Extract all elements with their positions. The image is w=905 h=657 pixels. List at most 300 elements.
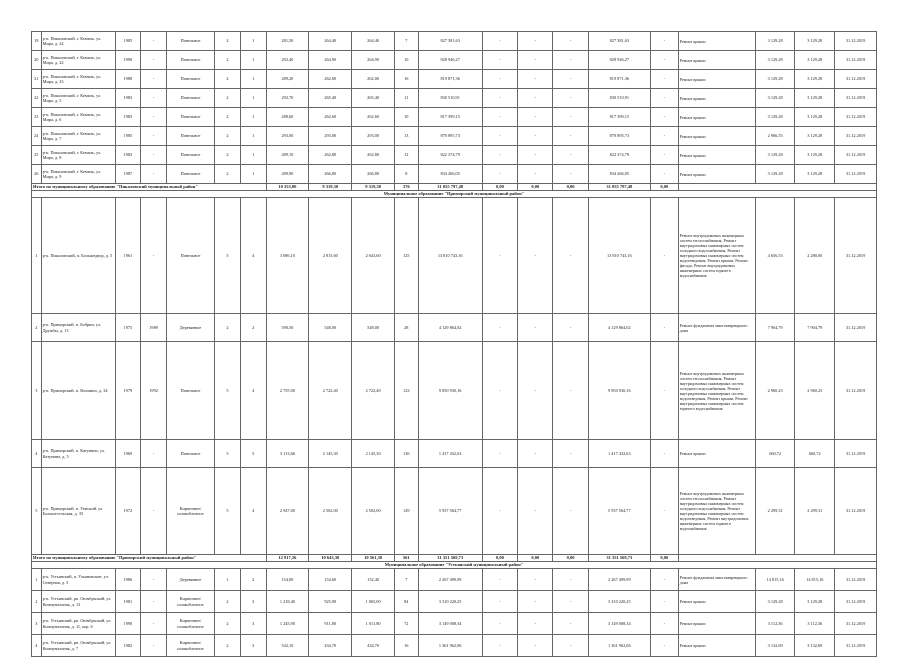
table-cell: 542,10 (266, 635, 309, 657)
table-cell: 3 129,28 (755, 51, 795, 70)
table-cell: - (650, 569, 678, 591)
table-cell: 5 (240, 440, 266, 468)
table-cell: 16 (395, 70, 419, 89)
table-cell: 3 129,28 (795, 127, 835, 146)
table-cell: Панельное (166, 89, 214, 108)
table-cell: 2 966,55 (755, 127, 795, 146)
table-cell: - (141, 198, 167, 314)
table-cell: 2 722,40 (309, 342, 352, 440)
table-cell: Панельное (166, 127, 214, 146)
table-cell: 293,00 (309, 127, 352, 146)
table-cell: - (650, 613, 678, 635)
table-cell: 2 960,23 (755, 342, 795, 440)
table-cell: 7 904,79 (755, 314, 795, 342)
table-cell: - (553, 165, 588, 184)
table-row (32, 32, 877, 51)
table-cell: 925,90 (309, 591, 352, 613)
table-cell: - (482, 127, 517, 146)
table-cell: 1990 (115, 51, 141, 70)
municipality-title: Муниципальное образование "Приморский муниципальный район" (32, 191, 877, 198)
table-cell: Ремонт крыши (678, 146, 755, 165)
table-cell: 2 502,00 (309, 468, 352, 555)
table-cell: 24 (32, 127, 42, 146)
table-cell: 1986 (115, 569, 141, 591)
table-cell: 26 (32, 165, 42, 184)
table-cell: 3 149 008,34 (418, 613, 482, 635)
subtotal-cell: 31 055 797,48 (588, 184, 650, 191)
table-cell: 31.12.2019 (835, 314, 877, 342)
table-cell: Панельное (166, 70, 214, 89)
table-cell: Ремонт крыши (678, 89, 755, 108)
table-cell: 834 266,05 (588, 165, 650, 184)
table-cell: 434,70 (309, 635, 352, 657)
table-cell: 264,90 (309, 51, 352, 70)
table-cell: Ремонт крыши (678, 165, 755, 184)
table-cell: 3 (32, 613, 42, 635)
table-cell: - (141, 569, 167, 591)
table-cell: 264,40 (352, 32, 395, 51)
subtotal-cell: 0,00 (518, 555, 553, 562)
table-row (32, 613, 877, 635)
table-cell: - (650, 591, 678, 613)
subtotal-empty (678, 555, 876, 562)
table-cell: 2 (215, 591, 241, 613)
table-cell: - (482, 89, 517, 108)
table-cell: 3 129,28 (755, 108, 795, 127)
table-cell: 5 (215, 468, 241, 555)
table-cell: 1987 (115, 165, 141, 184)
table-cell: 1 011,80 (352, 613, 395, 635)
table-cell: - (141, 635, 167, 657)
table-cell: 31.12.2019 (835, 165, 877, 184)
table-cell: 5 (32, 468, 42, 555)
table-cell: - (482, 613, 517, 635)
table-cell: - (553, 468, 588, 555)
table-cell: 293,00 (352, 127, 395, 146)
table-cell: 4 (240, 342, 266, 440)
table-cell: Ремонт фундамента многоквартирного дома (678, 569, 755, 591)
table-cell: Панельное (166, 32, 214, 51)
table-cell: 8 (395, 165, 419, 184)
table-cell: - (650, 32, 678, 51)
table-cell: 3 129,28 (795, 70, 835, 89)
table-cell: 660,72 (795, 440, 835, 468)
table-cell: Ремонт крыши (678, 635, 755, 657)
municipality-header (32, 562, 877, 569)
table-cell: - (553, 127, 588, 146)
table-cell: - (553, 591, 588, 613)
table-cell: - (482, 146, 517, 165)
table-cell: - (482, 314, 517, 342)
table-cell: 266,80 (309, 165, 352, 184)
table-cell: 262,60 (352, 108, 395, 127)
table-cell: Ремонт крыши (678, 32, 755, 51)
table-cell: 10 (395, 108, 419, 127)
table-cell: - (518, 127, 553, 146)
table-cell: 3 112,36 (795, 613, 835, 635)
table-cell: - (482, 591, 517, 613)
table-cell: 2 (215, 70, 241, 89)
table-cell: - (553, 89, 588, 108)
table-cell: 1979 (115, 342, 141, 440)
table-cell: р-к. Пикаловский, г. Кемиль, ул. Мира, д. 9 (41, 165, 115, 184)
table-cell: 125 (395, 198, 419, 314)
table-cell: - (553, 314, 588, 342)
table-cell: 830 510,91 (588, 89, 650, 108)
table-cell: 828 946,27 (588, 51, 650, 70)
table-cell: 2 (215, 127, 241, 146)
table-cell: 2 643,60 (352, 198, 395, 314)
table-cell: 2 299,31 (755, 468, 795, 555)
table-row (32, 127, 877, 146)
table-cell: 3 112,36 (755, 613, 795, 635)
table-cell: 23 (32, 108, 42, 127)
table-cell: 1 417 432,63 (588, 440, 650, 468)
table-cell: р-к. Устьянский, рп. Октябрьский, ул. Коммунальная, д. 11, кор. 6 (41, 613, 115, 635)
table-cell: - (650, 468, 678, 555)
table-cell: - (518, 613, 553, 635)
table-cell: - (518, 342, 553, 440)
table-cell: 1988 (115, 70, 141, 89)
table-cell: 288,60 (266, 108, 309, 127)
table-cell: 1 (215, 569, 241, 591)
table-cell: 31.12.2019 (835, 127, 877, 146)
table-cell: 31.12.2019 (835, 198, 877, 314)
table-cell: 14 815,16 (755, 569, 795, 591)
table-cell: р-к. Устьянский, рп. Октябрьский, ул. Коммунальная, д. 7 (41, 635, 115, 657)
table-cell: 1969 (115, 440, 141, 468)
table-cell: - (141, 165, 167, 184)
register-sheet (31, 31, 877, 657)
table-cell: 822 374,79 (418, 146, 482, 165)
table-cell: - (482, 569, 517, 591)
table-cell: 3 (240, 591, 266, 613)
table-cell: 5 (215, 342, 241, 440)
table-cell: 5 937 564,77 (588, 468, 650, 555)
table-cell: 870 895,73 (418, 127, 482, 146)
subtotal-cell: 10 561,30 (352, 555, 395, 562)
table-cell: - (518, 591, 553, 613)
table-cell: - (553, 51, 588, 70)
table-cell: Панельное (166, 51, 214, 70)
table-cell: 1961 (115, 198, 141, 314)
subtotal-cell: 0,00 (553, 184, 588, 191)
table-cell: 2 (215, 613, 241, 635)
table-cell: - (518, 165, 553, 184)
table-cell: 13 810 743,16 (418, 198, 482, 314)
table-cell: 149 (395, 468, 419, 555)
table-cell: 31.12.2019 (835, 468, 877, 555)
table-cell: 819 871,36 (588, 70, 650, 89)
table-cell: 870 895,73 (588, 127, 650, 146)
table-row (32, 51, 877, 70)
table-cell: - (518, 468, 553, 555)
table-cell: 2 (215, 146, 241, 165)
table-cell: 3 086,10 (266, 198, 309, 314)
table-cell: 2 722,40 (352, 342, 395, 440)
table-cell: - (650, 440, 678, 468)
table-cell: 2 960,23 (795, 342, 835, 440)
table-cell: 1983 (115, 89, 141, 108)
table-cell: р-к. Пикаловский, г. Кемиль, ул. Мира, д. 6 (41, 108, 115, 127)
table-cell: 1 218,40 (266, 591, 309, 613)
table-cell: Ремонт крыши (678, 51, 755, 70)
table-cell: 289,90 (266, 165, 309, 184)
table-cell: р-к. Пикаловский, г. Кемиль, ул. Мира, д. 5 (41, 89, 115, 108)
table-cell: 1 (32, 569, 42, 591)
table-cell: 2 299,31 (795, 468, 835, 555)
table-cell: - (141, 127, 167, 146)
table-cell: 154,60 (309, 569, 352, 591)
table-row (32, 89, 877, 108)
table-cell: 828 946,27 (418, 51, 482, 70)
table-row (32, 108, 877, 127)
table-cell: 434,70 (352, 635, 395, 657)
table-cell: р-к. Приморский, п. Вохмино, д. 34 (41, 342, 115, 440)
table-cell: - (650, 165, 678, 184)
table-cell: 1989 (141, 314, 167, 342)
subtotal-cell: 31 351 569,73 (418, 555, 482, 562)
table-cell: 1 (240, 89, 266, 108)
municipality-header (32, 191, 877, 198)
table-cell: - (650, 635, 678, 657)
table-row (32, 146, 877, 165)
subtotal-cell: 0,00 (482, 184, 517, 191)
table-row (32, 468, 877, 555)
subtotal-cell: 0,00 (553, 555, 588, 562)
table-cell: - (553, 198, 588, 314)
table-cell: 2 815,60 (309, 198, 352, 314)
table-cell: - (650, 89, 678, 108)
table-cell: 3 (240, 613, 266, 635)
table-cell: - (553, 440, 588, 468)
table-cell: - (482, 440, 517, 468)
table-cell: 3 113,66 (266, 440, 309, 468)
table-cell: 31.12.2019 (835, 613, 877, 635)
table-cell: 4 656,53 (755, 198, 795, 314)
table-cell: 2 755,00 (266, 342, 309, 440)
table-cell: 2 (240, 569, 266, 591)
table-row (32, 165, 877, 184)
table-cell: Ремонт крыши (678, 440, 755, 468)
table-cell: 21 (32, 70, 42, 89)
table-cell: 2 267 499,99 (588, 569, 650, 591)
table-cell: - (518, 32, 553, 51)
table-cell: 9 850 930,16 (588, 342, 650, 440)
table-cell: Ремонт крыши (678, 108, 755, 127)
table-cell: Панельное (166, 165, 214, 184)
table-cell: 822 374,79 (588, 146, 650, 165)
table-cell: 3 (240, 635, 266, 657)
table-cell: 1 (240, 32, 266, 51)
table-cell: 827 381,63 (588, 32, 650, 51)
table-cell: - (553, 108, 588, 127)
table-cell: 819 871,36 (418, 70, 482, 89)
table-row (32, 569, 877, 591)
table-cell: 3 129,28 (795, 51, 835, 70)
subtotal-label: Итого по муниципальному образованию "Приморский муниципальный район" (32, 555, 267, 562)
table-cell: 4 129 864,02 (588, 314, 650, 342)
table-cell: Ремонт внутридомовых инженерных систем теплоснабжения, Ремонт внутридомовых инженерных систем холодного водоснабжения, Ремонт внутридомовых инженерных систем водоотведения, Ремонт крыши, Ремонт внутридомовых инженерных систем горячего водоснабжения (678, 342, 755, 440)
table-cell: 2 (215, 51, 241, 70)
table-cell: 834 266,05 (418, 165, 482, 184)
table-cell: - (482, 70, 517, 89)
table-cell: - (650, 127, 678, 146)
table-cell: 1 065,00 (352, 591, 395, 613)
subtotal-cell: 10 353,80 (266, 184, 309, 191)
table-cell: 3 132,69 (795, 635, 835, 657)
table-cell: - (141, 146, 167, 165)
table-cell: 262,00 (309, 70, 352, 89)
table-cell: - (141, 591, 167, 613)
table-cell: 2 947,00 (266, 468, 309, 555)
table-cell: - (650, 51, 678, 70)
table-cell: 2 145,30 (352, 440, 395, 468)
table-cell: 4 (240, 468, 266, 555)
table-cell: - (482, 51, 517, 70)
table-cell: 10 (395, 51, 419, 70)
table-cell: - (141, 70, 167, 89)
table-cell: - (141, 613, 167, 635)
table-cell: 2 (215, 108, 241, 127)
table-cell: 31.12.2019 (835, 89, 877, 108)
table-cell: 265,40 (352, 89, 395, 108)
table-cell: - (141, 468, 167, 555)
table-cell: 31.12.2019 (835, 440, 877, 468)
table-cell: - (650, 70, 678, 89)
subtotal-row (32, 184, 877, 191)
table-cell: р-к. Устьянский, рп. Октябрьский, ул. Коммунальная, д. 13 (41, 591, 115, 613)
table-cell: 262,80 (352, 146, 395, 165)
table-cell: Ремонт фундамента многоквартирного дома (678, 314, 755, 342)
subtotal-cell: 9 319,30 (309, 184, 352, 191)
table-cell: - (482, 635, 517, 657)
subtotal-cell: 0,00 (482, 555, 517, 562)
table-cell: 84 (395, 591, 419, 613)
table-cell: 1982 (115, 635, 141, 657)
table-cell: р-к. Пикаловский, г. Кемиль, ул. Мира, д. 8 (41, 146, 115, 165)
table-cell: - (482, 108, 517, 127)
table-cell: - (518, 70, 553, 89)
table-cell: 1990 (115, 613, 141, 635)
table-cell: - (553, 32, 588, 51)
table-cell: 19 (32, 32, 42, 51)
subtotal-cell: 0,00 (518, 184, 553, 191)
table-cell: 16 (395, 635, 419, 657)
table-cell: Деревянное (166, 314, 214, 342)
table-cell: 3 129,28 (795, 591, 835, 613)
table-cell: 266,80 (352, 165, 395, 184)
table-cell: Ремонт крыши (678, 591, 755, 613)
subtotal-cell: 31 055 797,48 (418, 184, 482, 191)
table-cell: 13 (395, 127, 419, 146)
table-cell: - (553, 635, 588, 657)
table-cell: 265,40 (309, 89, 352, 108)
capital-repair-table (31, 31, 877, 657)
table-cell: - (141, 89, 167, 108)
table-cell: Ремонт внутридомовых инженерных систем теплоснабжения, Ремонт внутридомовых инженерных систем холодного водоснабжения, Ремонт внутридомовых инженерных систем водоотведения, Ремонт внутридомовых инженерных систем горячего водоснабжения (678, 468, 755, 555)
table-cell: Панельное (166, 440, 214, 468)
table-cell: 1 (240, 51, 266, 70)
table-row (32, 198, 877, 314)
table-cell: 9 850 930,16 (418, 342, 482, 440)
table-cell: 7 (395, 32, 419, 51)
table-cell: Панельное (166, 108, 214, 127)
table-cell: - (482, 32, 517, 51)
table-cell: р-к. Пикаловский, г. Кемиль, ул. Мира, д. 23 (41, 70, 115, 89)
table-cell: 548,00 (309, 314, 352, 342)
table-cell: 264,90 (352, 51, 395, 70)
table-cell: 262,60 (309, 108, 352, 127)
table-cell: 31.12.2019 (835, 342, 877, 440)
table-cell: 3 (32, 342, 42, 440)
table-cell: - (553, 613, 588, 635)
table-cell: 289,10 (266, 146, 309, 165)
table-cell: 11 (395, 89, 419, 108)
subtotal-label: Итого по муниципальному образованию "Пикаловский муниципальный район" (32, 184, 267, 191)
table-cell: - (141, 108, 167, 127)
table-cell: 1983 (115, 146, 141, 165)
table-cell: 1 417 432,63 (418, 440, 482, 468)
table-row (32, 591, 877, 613)
table-cell: 72 (395, 613, 419, 635)
table-cell: 13 810 743,16 (588, 198, 650, 314)
table-cell: - (518, 440, 553, 468)
table-cell: 1 361 962,06 (588, 635, 650, 657)
table-cell: 830 510,91 (418, 89, 482, 108)
table-cell: 2 (215, 32, 241, 51)
table-cell: 3 129,28 (795, 165, 835, 184)
table-cell: 1 (240, 165, 266, 184)
table-cell: - (518, 146, 553, 165)
table-cell: - (141, 440, 167, 468)
table-cell: 31.12.2019 (835, 70, 877, 89)
table-cell: 1985 (115, 127, 141, 146)
table-cell: 4 (240, 198, 266, 314)
table-cell: 31.12.2019 (835, 146, 877, 165)
table-cell: 1 245,90 (266, 613, 309, 635)
table-cell: 20 (32, 51, 42, 70)
table-cell: 1983 (115, 108, 141, 127)
table-cell: 1975 (115, 314, 141, 342)
table-cell: 4 (32, 440, 42, 468)
table-cell: - (650, 342, 678, 440)
table-row (32, 70, 877, 89)
table-cell: 31.12.2019 (835, 32, 877, 51)
table-row (32, 440, 877, 468)
table-cell: 3 129,28 (755, 70, 795, 89)
table-cell: 2 (215, 165, 241, 184)
table-cell: - (553, 342, 588, 440)
table-cell: 660,72 (755, 440, 795, 468)
table-cell: 154,00 (266, 569, 309, 591)
table-cell: Панельное (166, 198, 214, 314)
table-cell: - (518, 569, 553, 591)
table-cell: 1 361 962,06 (418, 635, 482, 657)
table-cell: - (553, 70, 588, 89)
table-cell: 1985 (115, 32, 141, 51)
table-cell: 3 129,28 (755, 89, 795, 108)
table-cell: р-к. Устьянский, п. Ульяновские, ул. Северная, д. 3 (41, 569, 115, 591)
table-cell: 5 (215, 440, 241, 468)
table-cell: 817 399,15 (588, 108, 650, 127)
table-cell: - (482, 165, 517, 184)
subtotal-row (32, 555, 877, 562)
table-cell: 1 (32, 198, 42, 314)
subtotal-cell: 10 643,30 (309, 555, 352, 562)
table-cell: 5 937 564,77 (418, 468, 482, 555)
subtotal-cell: 31 351 569,73 (588, 555, 650, 562)
